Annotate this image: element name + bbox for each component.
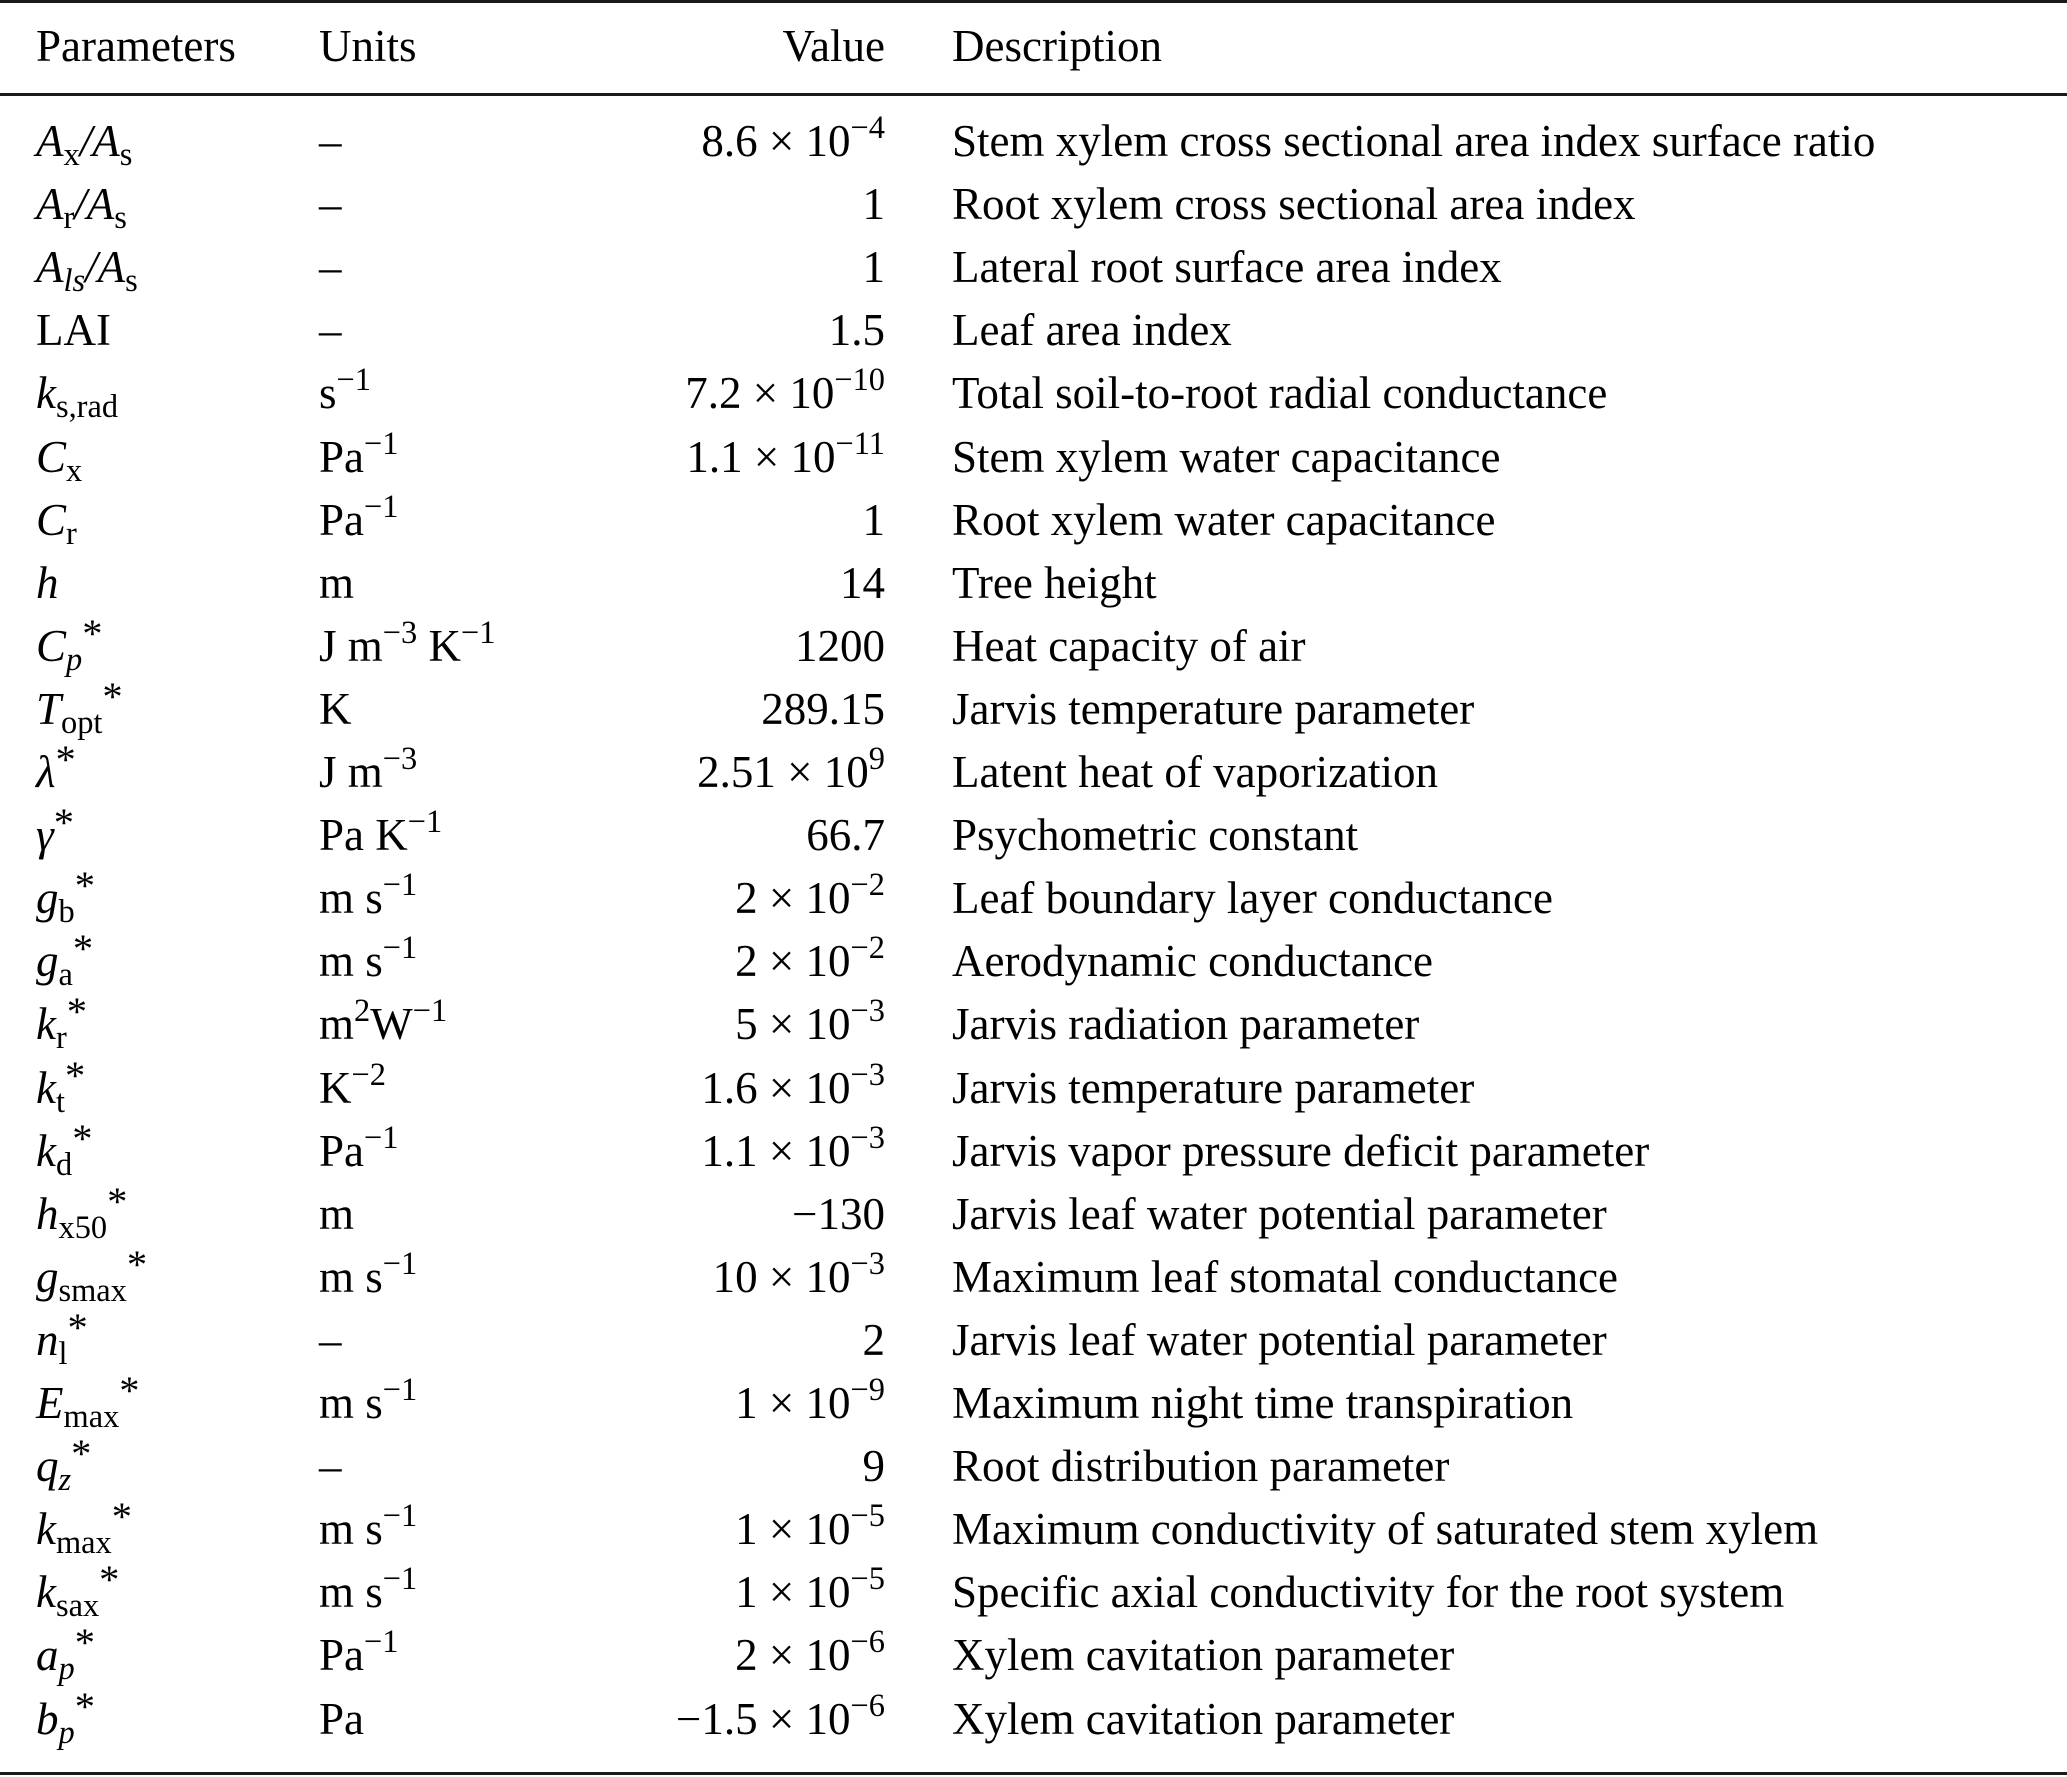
symbol-ratio: /A (74, 179, 115, 230)
unit-second-exponent: −1 (460, 614, 496, 651)
unit-exponent: −1 (364, 1119, 399, 1156)
table-row (0, 1557, 2067, 1625)
value-exponent: −5 (850, 1561, 885, 1598)
symbol-base: γ (36, 810, 54, 861)
units-cell (319, 741, 417, 804)
units-cell (319, 804, 442, 867)
description-cell: Lateral root surface area index (952, 242, 1502, 293)
asterisk-marker: * (74, 863, 95, 909)
units-cell (319, 867, 417, 930)
units-cell (319, 1372, 417, 1435)
description-cell: Root xylem cross sectional area index (952, 179, 1636, 230)
asterisk-marker: * (74, 1683, 95, 1729)
description-cell: Stem xylem water capacitance (952, 431, 1501, 482)
table-row (0, 926, 2067, 994)
header-rule (0, 93, 2067, 96)
header-parameters: Parameters (36, 21, 236, 71)
units-cell (319, 362, 371, 425)
symbol-subscript: p (66, 641, 83, 678)
parameter-symbol (36, 1557, 120, 1625)
value-cell (735, 867, 885, 930)
value-cell (863, 173, 886, 236)
asterisk-marker: * (53, 799, 74, 845)
value-mantissa: 1.1 × 10 (686, 431, 836, 482)
asterisk-marker: * (55, 736, 76, 782)
description-cell: Jarvis leaf water potential parameter (952, 1314, 1607, 1365)
description-cell: Heat capacity of air (952, 620, 1306, 671)
table-row (0, 489, 2067, 552)
asterisk-marker: * (82, 610, 103, 656)
value-cell (701, 1057, 885, 1120)
parameter-symbol (36, 610, 103, 678)
symbol-subscript: l (58, 1335, 68, 1372)
unit-base: J m (319, 747, 383, 797)
value-exponent: −3 (850, 993, 885, 1030)
description-cell: Leaf boundary layer conductance (952, 873, 1553, 924)
value-mantissa: 1 (862, 494, 885, 545)
value-exponent: −6 (850, 1624, 885, 1661)
description-cell: Xylem cavitation parameter (952, 1693, 1455, 1744)
value-mantissa: 1.5 (828, 305, 885, 356)
parameter-symbol (36, 863, 95, 931)
value-cell (735, 1498, 885, 1561)
symbol-subscript: r (66, 515, 77, 552)
parameter-symbol (36, 1115, 93, 1183)
value-cell (701, 110, 885, 173)
parameter-symbol (36, 1430, 92, 1499)
unit-exponent: −1 (382, 1561, 418, 1598)
unit-base: Pa K (319, 810, 408, 861)
parameter-symbol (36, 236, 138, 299)
symbol-subscript: ls (63, 263, 86, 300)
parameter-symbol (36, 1367, 140, 1436)
asterisk-marker: * (119, 1367, 140, 1413)
symbol-base: b (36, 1693, 59, 1744)
table-row (0, 989, 2067, 1057)
table-bottom-rule (0, 1772, 2067, 1775)
description-cell: Root distribution parameter (952, 1441, 1450, 1492)
table-row (0, 1178, 2067, 1246)
symbol-ratio-subscript: s (119, 137, 133, 174)
symbol-base: g (36, 936, 59, 987)
value-cell (840, 552, 885, 615)
value-cell (735, 993, 885, 1056)
value-mantissa: 1 × 10 (735, 1567, 851, 1618)
value-cell (863, 236, 886, 299)
table-row (0, 236, 2067, 299)
table-row (0, 1115, 2067, 1183)
symbol-base: k (36, 1125, 56, 1176)
units-cell (319, 1688, 364, 1751)
value-exponent: −3 (850, 1056, 885, 1093)
symbol-base: C (36, 620, 67, 671)
value-mantissa: 10 × 10 (712, 1251, 851, 1302)
value-mantissa: 1 × 10 (735, 1504, 851, 1555)
value-mantissa: 66.7 (806, 810, 885, 861)
value-mantissa: −1.5 × 10 (676, 1693, 851, 1744)
value-cell (792, 1183, 885, 1246)
asterisk-marker: * (74, 1620, 95, 1666)
value-cell (676, 1688, 885, 1751)
table-row (0, 299, 2067, 362)
description-cell: Jarvis temperature parameter (952, 1062, 1475, 1113)
units-cell (319, 426, 398, 489)
unit-exponent: −1 (382, 1245, 418, 1282)
table-row (0, 1052, 2067, 1120)
unit-base: – (319, 116, 342, 166)
value-mantissa: −130 (792, 1188, 885, 1239)
asterisk-marker: * (66, 989, 88, 1035)
value-cell (685, 362, 885, 425)
symbol-base: E (36, 1378, 64, 1428)
header-value: Value (782, 21, 885, 71)
parameter-symbol (36, 1241, 148, 1309)
parameter-symbol (36, 1178, 128, 1246)
description-cell: Jarvis temperature parameter (952, 683, 1475, 734)
unit-exponent: −3 (382, 741, 418, 778)
parameter-symbol (36, 489, 77, 552)
description-cell: Jarvis radiation parameter (952, 999, 1420, 1050)
unit-exponent: −1 (407, 804, 443, 841)
table-row (0, 736, 2067, 804)
value-cell (697, 741, 885, 804)
parameter-symbol (36, 1304, 88, 1372)
value-cell (735, 930, 885, 993)
symbol-base: n (36, 1314, 59, 1365)
unit-base: m s (319, 1567, 383, 1618)
symbol-subscript: p (58, 1714, 75, 1751)
asterisk-marker: * (102, 673, 123, 719)
units-cell (319, 1309, 342, 1372)
header-description: Description (952, 21, 1162, 71)
symbol-base: k (36, 1567, 56, 1618)
value-cell (686, 426, 885, 489)
value-exponent: −2 (850, 867, 885, 904)
parameter-symbol (36, 989, 88, 1057)
table-row (0, 362, 2067, 425)
asterisk-marker: * (71, 1430, 92, 1476)
unit-exponent: −1 (364, 1624, 399, 1661)
value-exponent: −2 (850, 930, 885, 967)
value-mantissa: 8.6 × 10 (701, 116, 851, 166)
units-cell (319, 678, 352, 741)
table-row (0, 1494, 2067, 1562)
parameter-symbol (36, 736, 76, 804)
description-cell: Root xylem water capacitance (952, 494, 1496, 545)
table-top-rule (0, 0, 2067, 3)
symbol-ratio-subscript: s (125, 263, 138, 300)
description-cell: Maximum conductivity of saturated stem xylem (952, 1504, 1819, 1555)
symbol-subscript: z (58, 1462, 72, 1499)
symbol-base: g (36, 1251, 59, 1302)
description-cell: Specific axial conductivity for the root system (952, 1567, 1785, 1618)
units-cell (319, 1498, 417, 1561)
unit-exponent: −1 (382, 867, 418, 904)
table-row (0, 1430, 2067, 1499)
asterisk-marker: * (107, 1178, 128, 1224)
unit-exponent: −1 (382, 1498, 418, 1535)
units-cell (319, 1183, 354, 1246)
symbol-base: T (36, 683, 62, 734)
symbol-subscript: opt (61, 704, 103, 741)
unit-base: m (319, 1188, 355, 1239)
value-cell (735, 1372, 885, 1435)
symbol-base: k (36, 1504, 56, 1555)
symbol-subscript: t (55, 1083, 65, 1120)
symbol-ratio: /A (85, 242, 126, 293)
value-exponent: −3 (850, 1119, 885, 1156)
value-exponent: −9 (850, 1372, 885, 1409)
symbol-subscript: r (63, 200, 75, 237)
value-mantissa: 2 × 10 (735, 873, 851, 924)
units-cell (319, 1435, 342, 1498)
table-row (0, 863, 2067, 931)
description-cell: Stem xylem cross sectional area index surface ratio (952, 116, 1876, 166)
value-mantissa: 9 (862, 1441, 885, 1492)
value-exponent: −6 (850, 1687, 885, 1724)
unit-base: – (319, 1441, 342, 1492)
unit-base: m (319, 999, 355, 1050)
symbol-ratio-subscript: s (114, 200, 127, 237)
units-cell (319, 993, 447, 1056)
symbol-subscript: x (66, 452, 83, 489)
unit-exponent: 2 (354, 993, 371, 1030)
value-mantissa: 1200 (795, 620, 885, 671)
unit-exponent: −2 (351, 1056, 386, 1093)
symbol-subscript: s,rad (55, 389, 119, 426)
asterisk-marker: * (99, 1557, 120, 1603)
unit-base: m s (319, 873, 383, 924)
unit-base: – (319, 1314, 342, 1365)
units-cell (319, 1120, 398, 1183)
symbol-base: C (36, 494, 67, 545)
units-cell (319, 552, 354, 615)
symbol-base: λ (36, 747, 56, 797)
asterisk-marker: * (64, 1052, 86, 1098)
symbol-subscript: a (58, 957, 73, 994)
asterisk-marker: * (72, 1115, 93, 1161)
symbol-base: k (36, 999, 56, 1050)
table-row (0, 173, 2067, 236)
symbol-base: q (36, 1441, 59, 1492)
value-cell (806, 804, 885, 867)
symbol-base: C (36, 431, 67, 482)
symbol-subscript: r (55, 1020, 67, 1057)
unit-second-exponent: −1 (412, 993, 448, 1030)
value-mantissa: 14 (840, 557, 885, 608)
unit-base: m s (319, 936, 383, 987)
asterisk-marker: * (67, 1304, 88, 1350)
parameter-symbol (36, 1683, 95, 1751)
unit-base: – (319, 179, 342, 230)
description-cell: Jarvis leaf water potential parameter (952, 1188, 1607, 1239)
symbol-base: A (36, 116, 64, 166)
units-cell (319, 299, 342, 362)
value-cell (735, 1561, 885, 1624)
value-exponent: 9 (868, 741, 885, 778)
description-cell: Leaf area index (952, 305, 1232, 356)
units-cell (319, 236, 342, 299)
table-row (0, 610, 2067, 678)
table-row (0, 1683, 2067, 1751)
parameter-symbol (36, 299, 111, 362)
unit-base: m s (319, 1378, 383, 1428)
unit-base: m s (319, 1251, 383, 1302)
table-row (0, 673, 2067, 741)
asterisk-marker: * (72, 926, 94, 972)
units-cell (319, 1624, 398, 1687)
table-row (0, 799, 2067, 867)
symbol-base: A (36, 242, 64, 293)
parameter-symbol (36, 552, 59, 615)
value-mantissa: 289.15 (761, 683, 885, 734)
unit-base: K (319, 1062, 352, 1113)
symbol-subscript: b (58, 894, 75, 931)
unit-base: m s (319, 1504, 383, 1555)
description-cell: Latent heat of vaporization (952, 747, 1439, 797)
units-cell (319, 1057, 386, 1120)
value-mantissa: 2 (862, 1314, 885, 1365)
parameter-symbol (36, 1494, 133, 1562)
table-row (0, 1304, 2067, 1372)
symbol-base: h (36, 557, 59, 608)
value-mantissa: 7.2 × 10 (685, 368, 835, 419)
table-row (0, 1241, 2067, 1309)
description-cell: Jarvis vapor pressure deficit parameter (952, 1125, 1650, 1176)
unit-exponent: −1 (382, 930, 418, 967)
parameter-symbol (36, 362, 118, 425)
unit-exponent: −1 (364, 425, 399, 462)
value-exponent: −3 (850, 1245, 885, 1282)
symbol-subscript: max (55, 1525, 112, 1562)
unit-base: m (319, 557, 355, 608)
value-cell (713, 1246, 885, 1309)
unit-second: K (417, 620, 461, 671)
value-cell (863, 1309, 886, 1372)
unit-base: Pa (319, 431, 364, 482)
symbol-subscript: sax (55, 1588, 100, 1625)
value-cell (735, 1624, 885, 1687)
unit-exponent: −1 (364, 488, 399, 525)
description-cell: Psychometric constant (952, 810, 1359, 861)
unit-base: J m (319, 620, 383, 671)
units-cell (319, 930, 417, 993)
symbol-subscript: x50 (58, 1209, 108, 1246)
parameter-symbol (36, 926, 94, 994)
units-cell (319, 615, 495, 678)
symbol-ratio: /A (79, 116, 120, 166)
parameter-symbol (36, 1620, 95, 1688)
header-units: Units (319, 21, 417, 71)
value-mantissa: 2.51 × 10 (697, 747, 869, 797)
value-cell (829, 299, 885, 362)
symbol-subscript: smax (58, 1272, 127, 1309)
value-mantissa: 1 × 10 (735, 1378, 851, 1428)
asterisk-marker: * (126, 1241, 148, 1287)
units-cell (319, 1246, 417, 1309)
value-cell (863, 489, 886, 552)
unit-exponent: −1 (336, 362, 371, 399)
table-row (0, 426, 2067, 489)
symbol-base: h (36, 1188, 59, 1239)
table-row (0, 110, 2067, 173)
units-cell (319, 110, 342, 173)
value-mantissa: 1 (862, 242, 885, 293)
unit-base: – (319, 305, 342, 356)
symbol-base: A (36, 179, 64, 230)
unit-base: Pa (319, 1630, 364, 1681)
asterisk-marker: * (111, 1494, 133, 1540)
value-exponent: −11 (835, 425, 885, 462)
unit-exponent: −3 (382, 614, 418, 651)
description-cell: Total soil-to-root radial conductance (952, 368, 1608, 419)
unit-base: Pa (319, 494, 364, 545)
value-mantissa: 1.6 × 10 (701, 1062, 851, 1113)
parameter-symbol (36, 173, 127, 236)
symbol-subscript: x (63, 137, 80, 174)
symbol-base: k (36, 1062, 56, 1113)
unit-base: K (319, 683, 352, 734)
parameter-symbol (36, 673, 123, 741)
value-mantissa: 1.1 × 10 (701, 1125, 851, 1176)
value-cell (701, 1120, 885, 1183)
units-cell (319, 173, 342, 236)
symbol-base: a (36, 1630, 59, 1681)
table-row (0, 1367, 2067, 1436)
unit-exponent: −1 (382, 1372, 418, 1409)
value-cell (795, 615, 885, 678)
value-exponent: −5 (850, 1498, 885, 1535)
symbol-base: k (36, 368, 56, 419)
unit-base: s (319, 368, 337, 419)
parameter-symbol (36, 426, 82, 489)
value-exponent: −4 (850, 110, 885, 147)
value-mantissa: 5 × 10 (735, 999, 851, 1050)
value-mantissa: 2 × 10 (735, 1630, 851, 1681)
parameter-symbol (36, 1052, 86, 1120)
unit-second: W (370, 999, 413, 1050)
symbol-base: g (36, 873, 59, 924)
value-cell (863, 1435, 886, 1498)
symbol-subscript: p (58, 1651, 75, 1688)
units-cell (319, 1561, 417, 1624)
value-cell (761, 678, 885, 741)
description-cell: Xylem cavitation parameter (952, 1630, 1455, 1681)
unit-base: – (319, 242, 342, 293)
description-cell: Tree height (952, 557, 1157, 608)
description-cell: Maximum leaf stomatal conductance (952, 1251, 1619, 1302)
unit-base: Pa (319, 1693, 364, 1744)
description-cell: Maximum night time transpiration (952, 1378, 1574, 1428)
table-row (0, 552, 2067, 615)
symbol-subscript: d (55, 1146, 73, 1183)
units-cell (319, 489, 398, 552)
description-cell: Aerodynamic conductance (952, 936, 1434, 987)
value-mantissa: 2 × 10 (735, 936, 851, 987)
parameter-symbol (36, 799, 74, 867)
symbol-subscript: max (63, 1399, 120, 1436)
symbol-base: LAI (36, 305, 111, 356)
value-mantissa: 1 (862, 179, 885, 230)
table-row (0, 1620, 2067, 1688)
parameter-symbol (36, 110, 132, 173)
value-exponent: −10 (834, 362, 885, 399)
unit-base: Pa (319, 1125, 364, 1176)
